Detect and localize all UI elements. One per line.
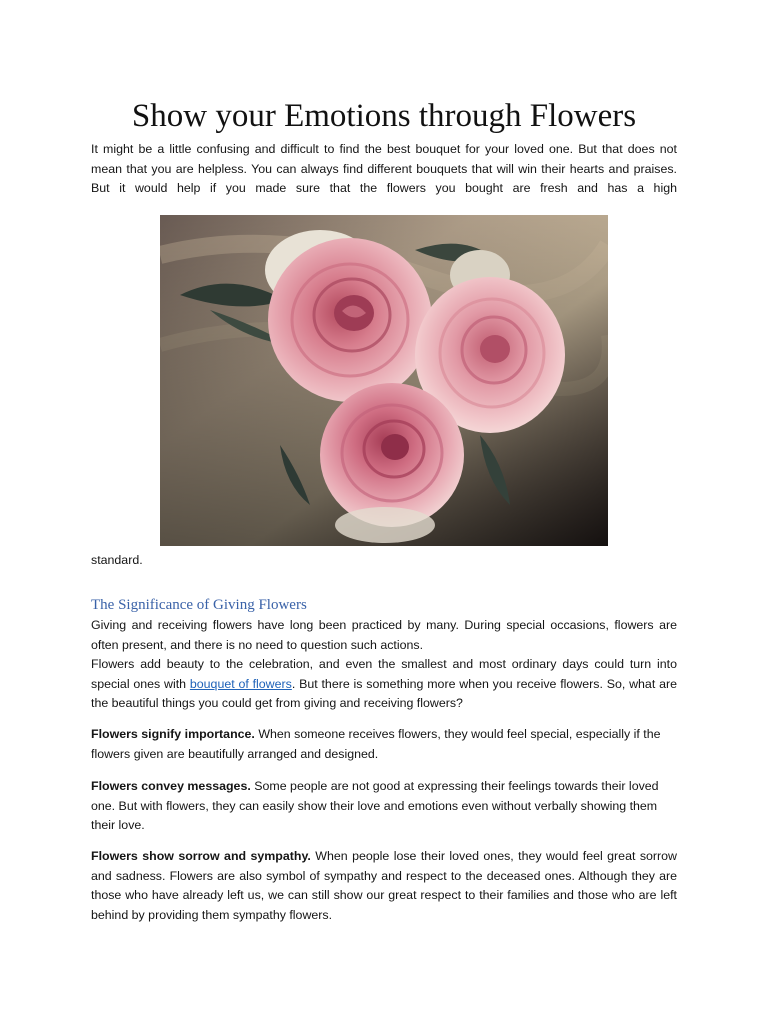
messages-text: Some people are not good at expressing their feelings towards their loved one. But with flowers, they can easily show their love and emotions even without verbally showing them their love. [91,779,659,832]
importance-text: When someone receives flowers, they would feel special, especially if the flowers given are beautifully arranged and designed. [91,727,661,761]
bouquet-paragraph-end: . But there is something more when you receive flowers. So, what are the beautiful things you could get from giving and receiving flowers? [91,676,677,710]
messages-lead: Flowers convey messages. [91,779,251,793]
roses-photo [160,215,608,546]
significance-paragraph: Giving and receiving flowers have long been practiced by many. During special occasions, flowers are often present, and there is no need to question such actions. [91,618,677,652]
bouquet-of-flowers-link[interactable]: bouquet of flowers [189,676,292,691]
intro-paragraph: It might be a little confusing and difficult to find the best bouquet for your loved one. But that does not mean that you are helpless. You can always find different bouquets that will win their hearts and praises. But it would help if you made sure that the flowers you bought are fresh and has a high [91,142,677,195]
intro-paragraph-end: standard. [91,553,143,567]
sympathy-paragraph [91,847,677,925]
sympathy-text: When people lose their loved ones, they would feel great sorrow and sadness. Flowers are also symbol of sympathy and respect to the deceased ones. Although they are those who have already left us, we can still show our great respect to their families and those who are left behind by providing them sympathy flowers. [91,849,678,922]
importance-lead: Flowers signify importance. [91,727,255,741]
messages-paragraph [91,777,677,836]
bouquet-paragraph-start: Flowers add beauty to the celebration, and even the smallest and most ordinary days could turn into special ones with [91,657,677,691]
sympathy-lead: Flowers show sorrow and sympathy. [91,849,311,863]
page-title: Show your Emotions through Flowers [131,98,637,134]
bouquet-paragraph [91,655,677,714]
importance-paragraph [91,725,677,764]
section-heading: The Significance of Giving Flowers [91,597,307,613]
